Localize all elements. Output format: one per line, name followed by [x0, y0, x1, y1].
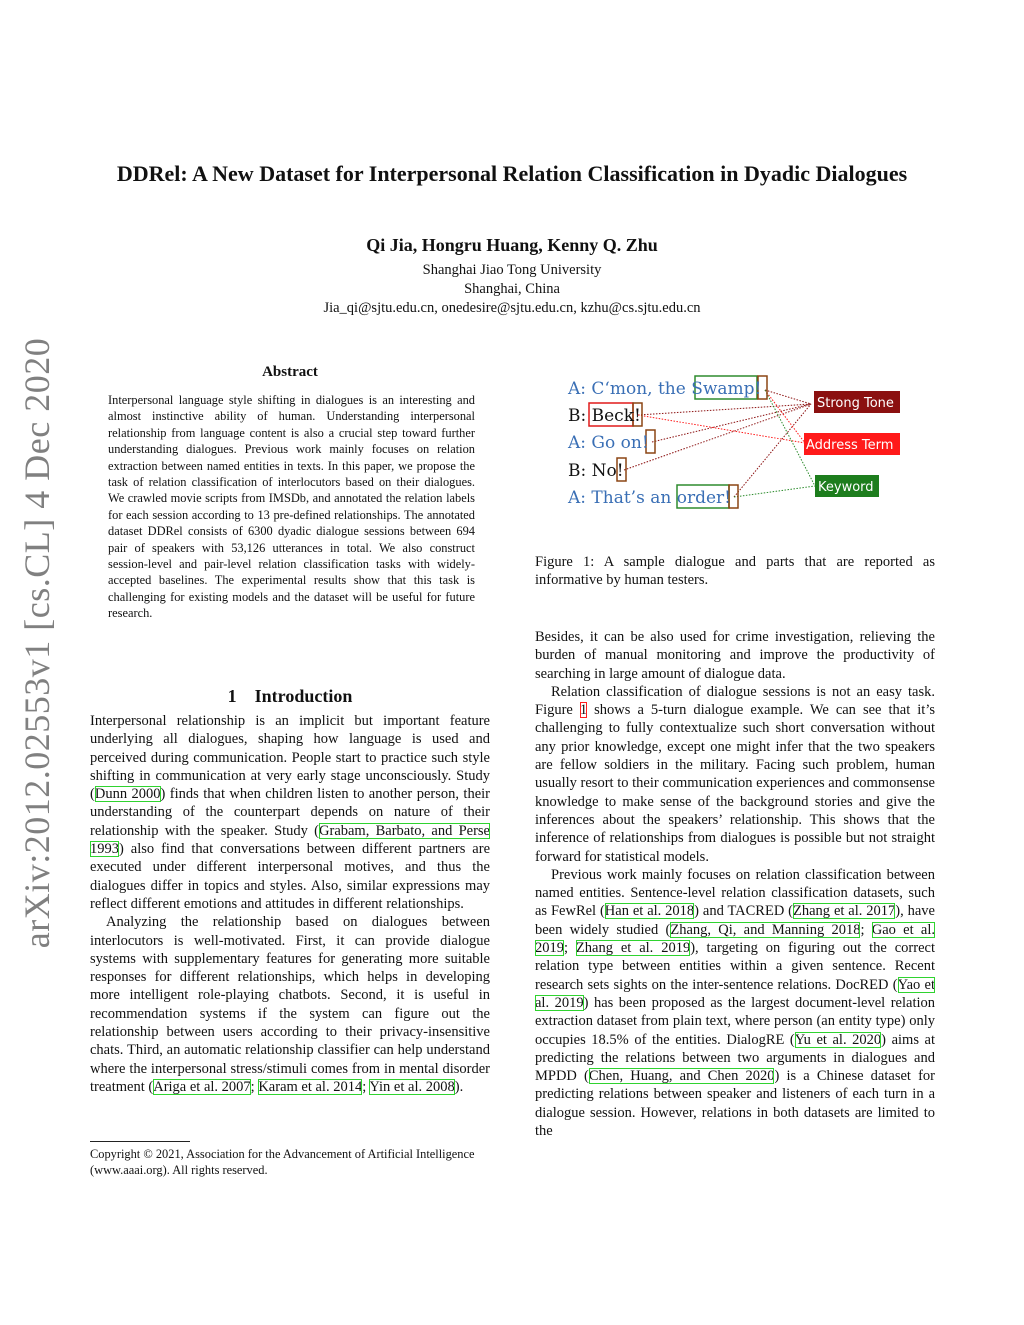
right-paragraph-3 [535, 866, 935, 1140]
figure-1-caption: Figure 1: A sample dialogue and parts that are reported as informative by human testers. [535, 554, 935, 589]
copyright-notice: Copyright © 2021, Association for the Advancement of Artificial Intelligence (www.aaai.org). All rights reserved. [90, 1147, 475, 1178]
text-run: Interpersonal relationship is an implicit but important feature underlying all dialogues, shaping how language is used and perceived during communication. People start to practice such style shifting in communication at very early stage unconsciously. Study ( [90, 713, 490, 803]
link-line [734, 486, 815, 497]
citation-link[interactable]: Chen, Huang, and Chen 2020 [588, 1068, 775, 1085]
address-term-label: Address Term [806, 438, 894, 453]
figure-reference-link[interactable]: 1 [579, 702, 588, 719]
section-heading-introduction: 1 Introduction [227, 686, 353, 706]
text-run: shows a 5-turn dialogue example. We can see that it’s challenging to fully contextualize such short conversation without any prior knowledge, except one might infer that the two speakers are fellow soldiers in the military. Facing such problem, human usually resort to their communication experiences and commonsense knowledge to make sense of the background stories and give the inferences about the speakers’ relationship. This shows that the inference of relationships from dialogues is possible but not straight forward for statistical models. [535, 702, 935, 865]
citation-link[interactable]: Grabam, Barbato, and Perse 1993 [90, 822, 490, 858]
figure-1-dialogue [562, 370, 907, 515]
citation-link[interactable]: Ariga et al. 2007 [153, 1078, 251, 1095]
citation-link[interactable]: Gao et al. 2019 [535, 921, 935, 957]
text-run: ). [454, 1078, 464, 1095]
text-run: ), targeting on figuring out the correct relation type between entities within a given sentence. Recent research sets sights on the inter-sentence relations. DocRED ( [535, 940, 935, 993]
citation-link[interactable]: Yin et al. 2008 [369, 1078, 455, 1095]
text-run: Relation classification of dialogue sessions is not an easy task. Figure [535, 683, 935, 719]
citation-link[interactable]: Yao et al. 2019 [535, 976, 936, 1011]
text-run: ), have been widely studied ( [535, 903, 935, 938]
intro-paragraph-2 [90, 913, 490, 1096]
author-emails: Jia_qi@sjtu.edu.cn, onedesire@sjtu.edu.cn, kzhu@cs.sjtu.edu.cn [323, 300, 701, 316]
author-institution: Shanghai Jiao Tong University [422, 262, 602, 278]
dialogue-line-2: B: Beck! [568, 406, 641, 426]
author-location: Shanghai, China [464, 281, 560, 297]
arxiv-identifier: arXiv:2012.02553v1 [cs.CL] 4 Dec 2020 [17, 337, 57, 948]
text-run: ) has been proposed as the largest document-level relation extraction dataset from plain text, where person (an entity type) only occupies 18.5% of the entities. DialogRE ( [535, 994, 936, 1048]
text-run: ) also find that conversations between different partners are executed under different interpersonal motives, and thus the dialogues differ in topics and styles. Also, similar expressions may reflect different emotions and attitudes in different relationships. [90, 841, 490, 912]
citation-link[interactable]: Karam et al. 2014 [258, 1078, 363, 1095]
text-run: ) finds that when children listen to another person, their understanding of the counterpart depends on nature of their relationship with the speaker. Study ( [90, 786, 490, 839]
paper-authors: Qi Jia, Hongru Huang, Kenny Q. Zhu [366, 235, 658, 255]
text-run: ; [860, 921, 872, 938]
text-run: Analyzing the relationship based on dialogues between interlocutors is well-motivated. First, it can provide dialogue systems with supplementary features for generating more suitable responses for different relationships, which helps in developing more intelligent role-playing chatbots. Second, it is useful in recommendation systems if the system can figure out the relationship between users according to their privacy-insensitive chats. Third, an automatic relationship classifier can help understand where the interpersonal stress/stimuli comes from in mental disorder treatment ( [90, 914, 490, 1095]
right-paragraph-1: Besides, it can be also used for crime investigation, relieving the burden of manual monitoring and improve the productivity of searching in large amount of dialogue data. [535, 629, 935, 682]
dialogue-line-1: A: C‘mon, the Swamp! [568, 379, 762, 399]
link-line [624, 404, 811, 470]
dialogue-line-4: B: No! [568, 461, 624, 481]
footnote-rule [90, 1141, 190, 1142]
citation-link[interactable]: Yu et al. 2020 [794, 1031, 882, 1048]
dialogue-line-3: A: Go on! [568, 433, 649, 453]
text-run: ; [564, 940, 576, 957]
link-line [765, 390, 805, 443]
abstract-heading: Abstract [262, 364, 318, 380]
left-column-body [90, 712, 490, 1096]
link-line [638, 404, 811, 415]
strong-tone-label: Strong Tone [817, 396, 894, 411]
intro-paragraph-1 [90, 712, 490, 913]
text-run: ) and TACRED ( [694, 903, 794, 920]
link-line [765, 390, 811, 404]
dialogue-line-5: A: That’s an order! [568, 488, 731, 508]
right-paragraph-2 [535, 683, 935, 866]
text-run: Previous work mainly focuses on relation classification between named entities. Sentence-level relation classification datasets, such as FewRel ( [535, 866, 935, 920]
text-run: ) is a Chinese dataset for predicting relations between speaker and listeners of each turn in a dialogue session. However, relations in both datasets are limited to the [535, 1068, 935, 1140]
text-run: ) aims at predicting the relations between two arguments in dialogues and MPDD ( [535, 1031, 936, 1085]
link-line [638, 415, 805, 443]
paper-title: DDRel: A New Dataset for Interpersonal Relation Classification in Dyadic Dialogues [116, 161, 908, 186]
keyword-label: Keyword [818, 480, 874, 495]
citation-link[interactable]: Dunn 2000 [94, 786, 161, 803]
citation-link[interactable]: Han et al. 2018 [604, 903, 695, 920]
text-run: ; [250, 1078, 259, 1095]
arxiv-sidebar-stamp [12, 337, 62, 948]
right-column-body [535, 628, 935, 1140]
text-run: ; [362, 1078, 370, 1095]
link-line [652, 404, 811, 442]
citation-link[interactable]: Zhang et al. 2019 [575, 940, 691, 957]
abstract-text: Interpersonal language style shifting in dialogues is an interesting and almost instinctive ability of human. Understanding interpersonal relationship from language content is also a crucial step toward further understanding dialogues. Previous work mainly focuses on relation extraction between named entities in texts. In this paper, we propose the task of relation classification of interlocutors based on their dialogues. We crawled movie scripts from IMSDb, and annotated the relation labels for each session according to 13 pre-defined relationships. The annotated dataset DDRel consists of 6300 dyadic dialogue sessions between 694 pair of speakers with 53,126 utterances in total. We also construct session-level and pair-level relation classification tasks with widely-accepted baselines. The experimental results show that this task is challenging for existing models and the dataset will be useful for future research. [108, 393, 475, 621]
citation-link[interactable]: Zhang et al. 2017 [793, 903, 896, 920]
citation-link[interactable]: Zhang, Qi, and Manning 2018 [670, 921, 861, 938]
